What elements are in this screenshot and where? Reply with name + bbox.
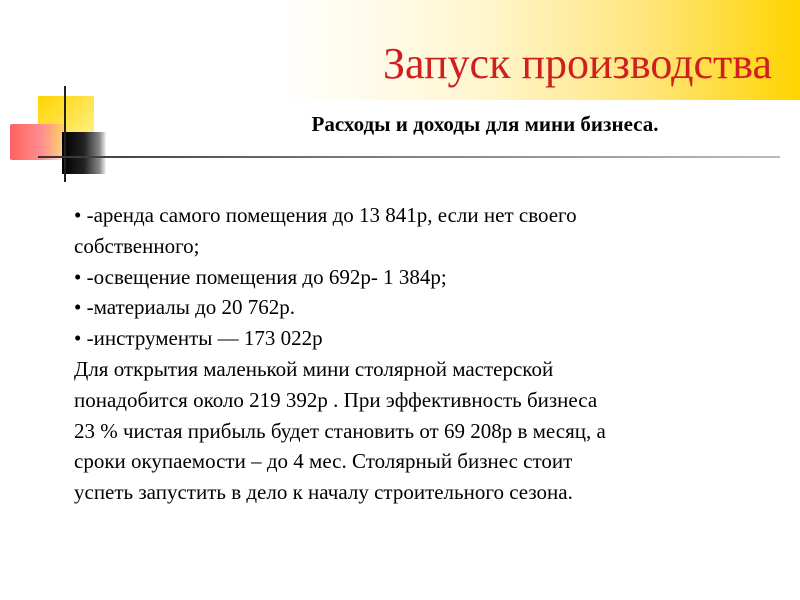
bullet-tools: • -инструменты — 173 022р [74,326,323,351]
paragraph-line-4: сроки окупаемости – до 4 мес. Столярный бизнес стоит [74,449,573,474]
bullet-rent-line-2: собственного; [74,233,200,258]
paragraph-line-5: успеть запустить в дело к началу строительного сезона. [74,480,573,505]
slide-title: Запуск производства [383,39,772,88]
paragraph-line-2: понадобится около 219 392р . При эффективность бизнеса [74,387,598,412]
title-divider-line [38,156,780,158]
bullet-lighting: • -освещение помещения до 692р- 1 384р; [74,264,447,289]
bullet-materials: • -материалы до 20 762р. [74,295,296,320]
decorative-black-square [62,132,106,174]
bullet-rent-line-1: • -аренда самого помещения до 13 841р, если нет своего [74,203,577,227]
paragraph-line-1: Для открытия маленькой мини столярной мастерской [74,356,554,381]
paragraph-line-3: 23 % чистая прибыль будет становить от 69 208р в месяц, а [74,418,606,443]
slide-subtitle: Расходы и доходы для мини бизнеса. [311,112,659,136]
slide-body [74,200,774,508]
